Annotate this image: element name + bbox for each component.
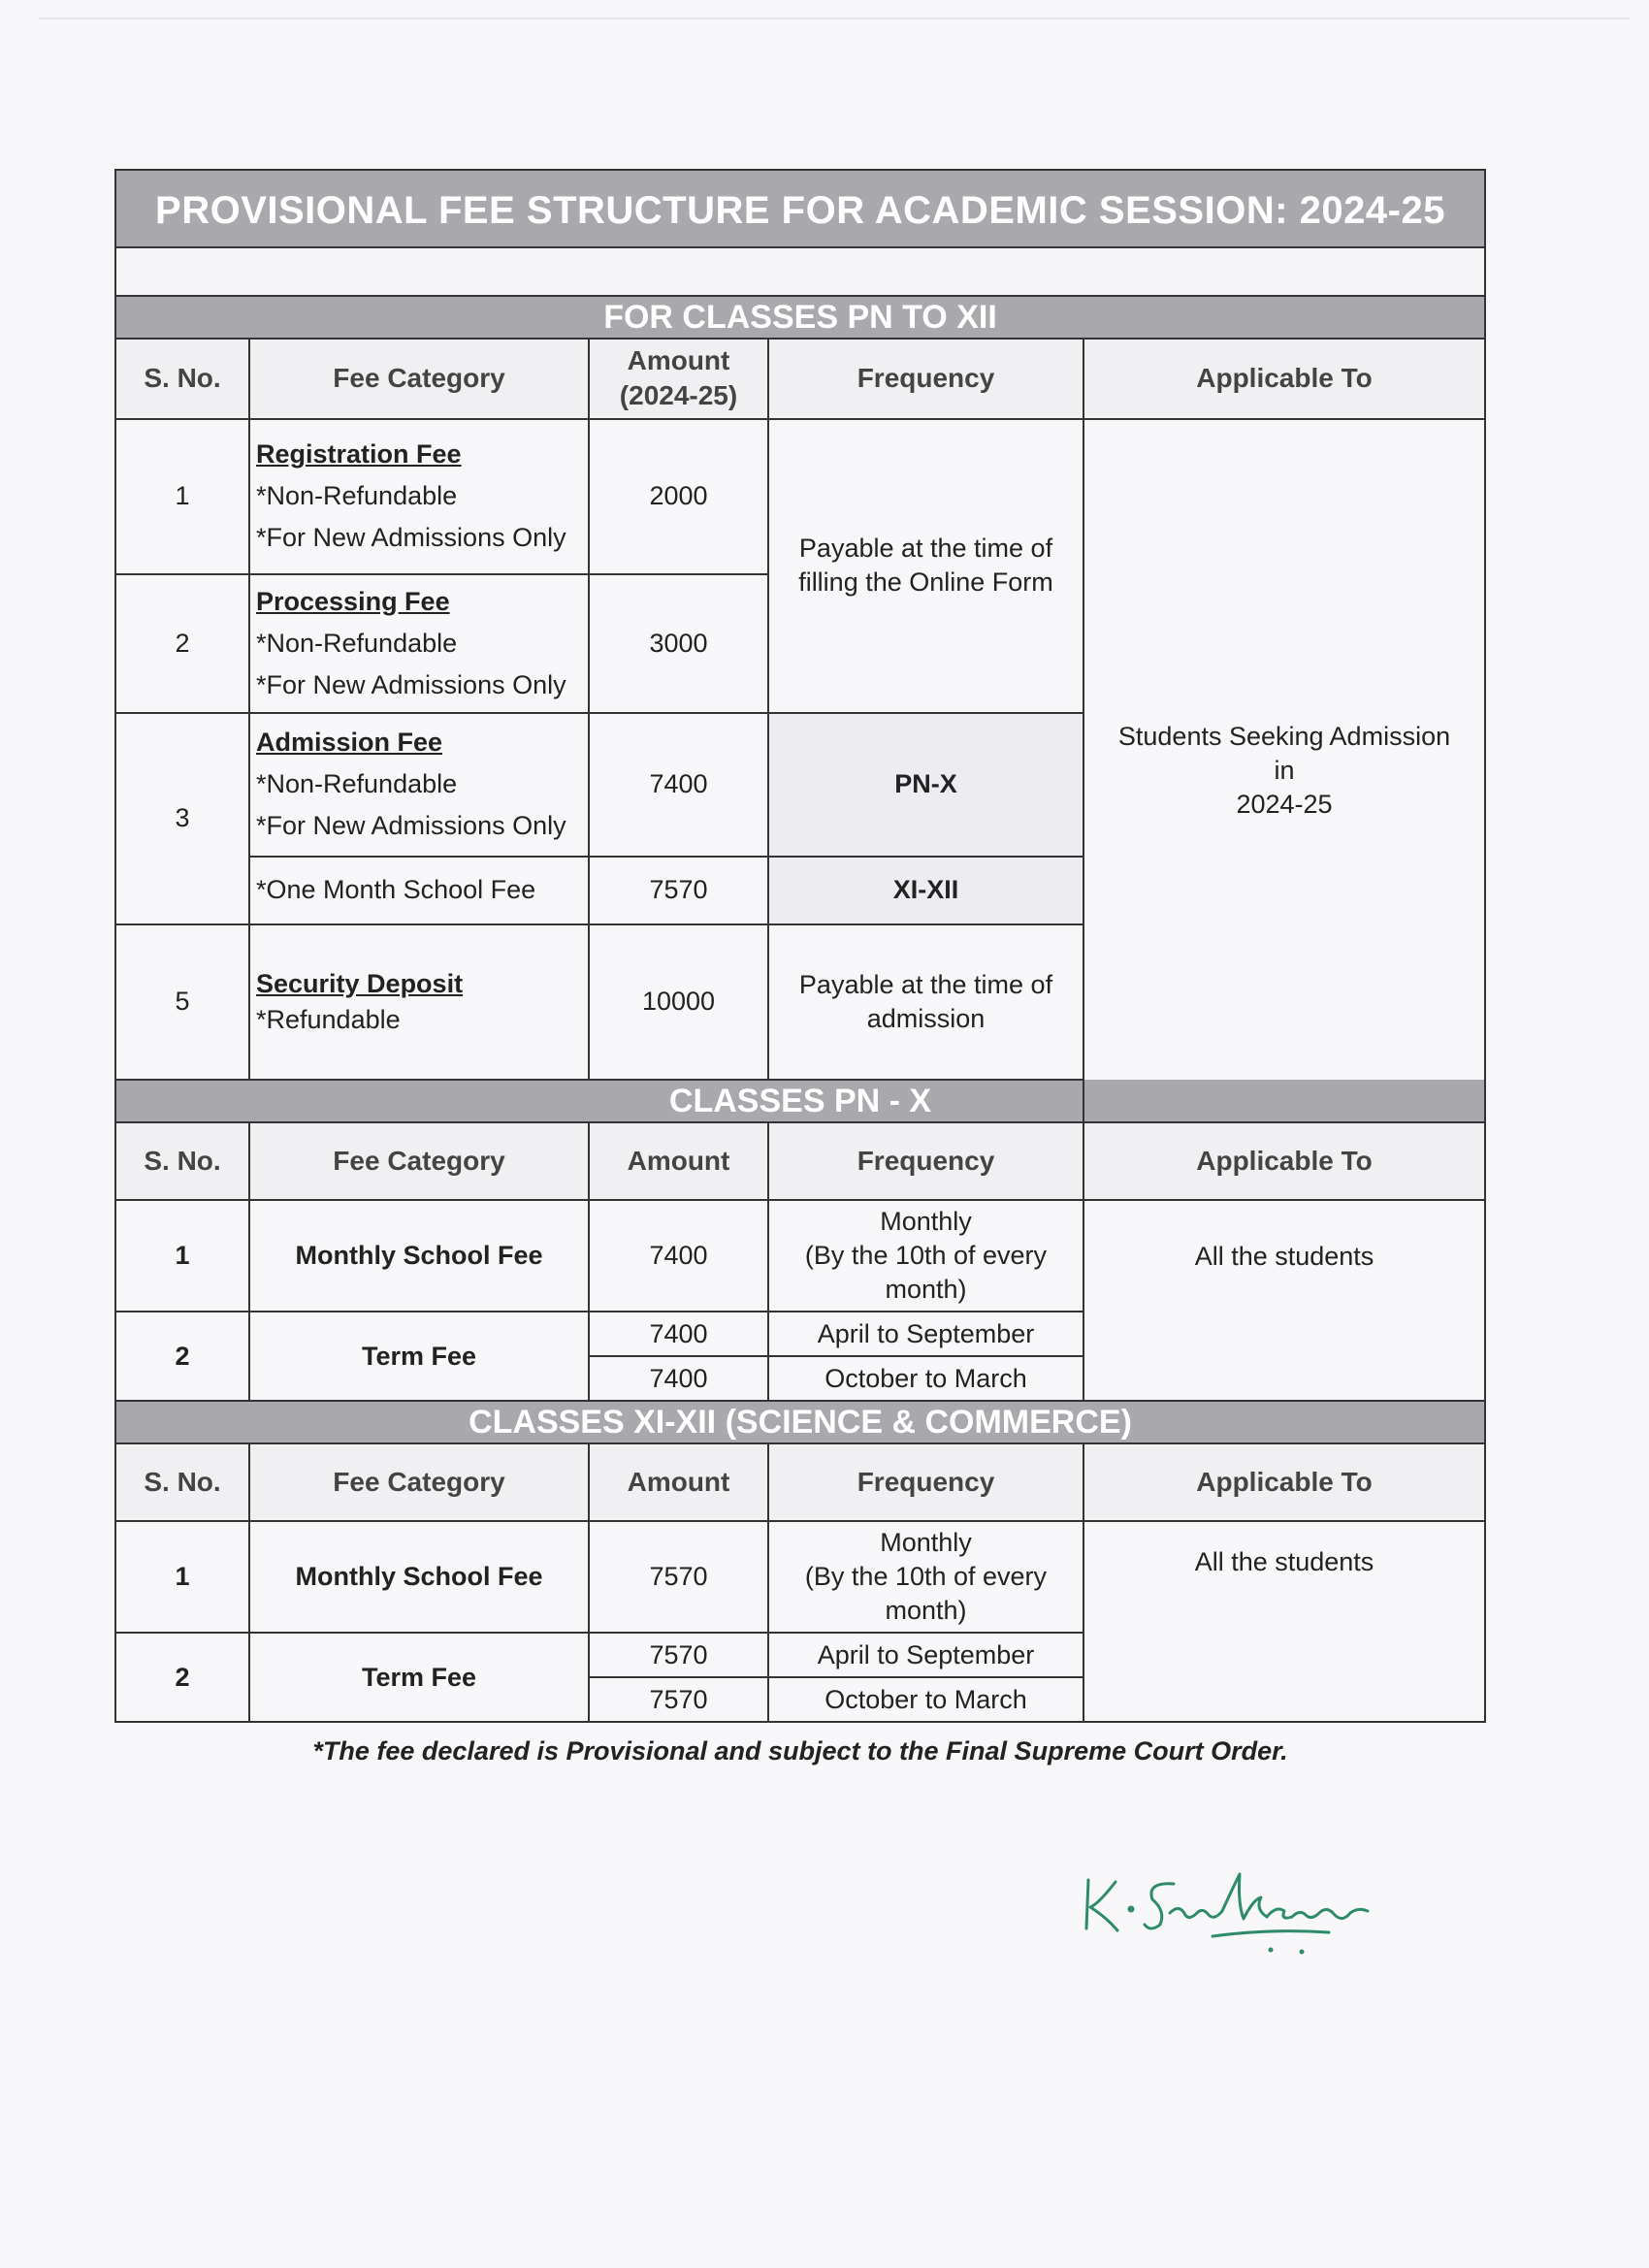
amount-cell: 7400 [589, 713, 768, 857]
row-sno: 2 [115, 1633, 249, 1722]
header-category: Fee Category [249, 1122, 589, 1200]
fee-category-cell: Term Fee [249, 1312, 589, 1401]
fee-structure-document [114, 169, 1486, 1766]
fee-note: *For New Admissions Only [256, 811, 566, 841]
row-sno: 5 [115, 924, 249, 1080]
fee-category-cell [249, 574, 589, 713]
frequency-line: (By the 10th of every month) [804, 1562, 1048, 1626]
table-row [115, 1521, 1485, 1633]
fee-note: *For New Admissions Only [256, 523, 566, 553]
fee-note: *One Month School Fee [249, 857, 589, 924]
document-title: PROVISIONAL FEE STRUCTURE FOR ACADEMIC SESSION: 2024-25 [115, 170, 1485, 247]
signature-icon [1077, 1861, 1426, 1967]
applicable-line: 2024-25 [1236, 789, 1333, 819]
fee-title: Registration Fee [256, 439, 462, 470]
amount-cell: 7400 [589, 1312, 768, 1356]
fee-category-cell [249, 713, 589, 857]
fee-title: Security Deposit [256, 968, 464, 998]
fee-category-cell [249, 924, 589, 1080]
amount-cell: 7570 [589, 1521, 768, 1633]
row-sno: 3 [115, 713, 249, 924]
header-sno: S. No. [115, 1443, 249, 1521]
fee-note: *Refundable [256, 1004, 401, 1034]
frequency-class-group: PN-X [768, 713, 1083, 857]
header-frequency: Frequency [768, 1122, 1083, 1200]
fee-title: Processing Fee [256, 586, 450, 616]
fee-category-cell: Monthly School Fee [249, 1521, 589, 1633]
applicable-line: Students Seeking Admission [1117, 721, 1451, 751]
section-heading-pn-x: CLASSES PN - X [115, 1080, 1485, 1122]
row-sno: 1 [115, 1521, 249, 1633]
table-row [115, 1200, 1485, 1312]
amount-cell: 7400 [589, 1356, 768, 1401]
table-header-row [115, 1122, 1485, 1200]
header-amount-line2: (2024-25) [619, 380, 738, 411]
amount-cell: 7570 [589, 857, 768, 924]
fee-note: *For New Admissions Only [256, 669, 566, 699]
applicable-admission-cell [1083, 419, 1485, 1122]
header-sno: S. No. [115, 339, 249, 419]
row-sno: 2 [115, 574, 249, 713]
amount-cell: 7570 [589, 1633, 768, 1677]
amount-cell: 3000 [589, 574, 768, 713]
section-heading-pn-to-xii: FOR CLASSES PN TO XII [115, 296, 1485, 339]
header-applicable: Applicable To [1083, 1443, 1485, 1521]
fee-category-cell: Term Fee [249, 1633, 589, 1722]
fee-note: *Non-Refundable [256, 769, 458, 799]
header-sno: S. No. [115, 1122, 249, 1200]
applicable-cell: All the students [1083, 1521, 1485, 1722]
applicable-line: in [1274, 755, 1295, 785]
frequency-line: Monthly [880, 1528, 972, 1558]
table-row [115, 419, 1485, 574]
header-amount [589, 339, 768, 419]
amount-cell: 7570 [589, 1677, 768, 1722]
header-amount-line1: Amount [627, 345, 730, 375]
signature [1077, 1861, 1426, 1967]
amount-cell: 7400 [589, 1200, 768, 1312]
frequency-line: (By the 10th of every month) [804, 1240, 1048, 1304]
header-frequency: Frequency [768, 1443, 1083, 1521]
frequency-line: Monthly [880, 1206, 972, 1236]
header-frequency: Frequency [768, 339, 1083, 419]
page-edge [39, 17, 1630, 19]
footnote: *The fee declared is Provisional and subject to the Final Supreme Court Order. [312, 1736, 1288, 1766]
table-header-row [115, 339, 1485, 419]
frequency-cell: October to March [768, 1356, 1083, 1401]
frequency-cell: April to September [768, 1633, 1083, 1677]
fee-note: *Non-Refundable [256, 481, 458, 511]
frequency-cell: October to March [768, 1677, 1083, 1722]
header-applicable: Applicable To [1083, 1122, 1485, 1200]
header-applicable: Applicable To [1083, 339, 1485, 419]
amount-cell: 2000 [589, 419, 768, 574]
amount-cell: 10000 [589, 924, 768, 1080]
fee-title: Admission Fee [256, 728, 443, 758]
frequency-cell: April to September [768, 1312, 1083, 1356]
header-amount: Amount [589, 1443, 768, 1521]
frequency-online-form: Payable at the time of filling the Online Form [768, 419, 1083, 713]
frequency-cell: Payable at the time of admission [768, 924, 1083, 1080]
fee-category-cell [249, 419, 589, 574]
header-category: Fee Category [249, 339, 589, 419]
header-amount: Amount [589, 1122, 768, 1200]
section-heading-xi-xii: CLASSES XI-XII (SCIENCE & COMMERCE) [115, 1401, 1485, 1443]
row-sno: 2 [115, 1312, 249, 1401]
row-sno: 1 [115, 419, 249, 574]
row-sno: 1 [115, 1200, 249, 1312]
fee-structure-table [114, 169, 1486, 1723]
applicable-cell: All the students [1083, 1200, 1485, 1401]
frequency-cell [768, 1200, 1083, 1312]
header-category: Fee Category [249, 1443, 589, 1521]
fee-note: *Non-Refundable [256, 628, 458, 658]
frequency-cell [768, 1521, 1083, 1633]
fee-category-cell: Monthly School Fee [249, 1200, 589, 1312]
frequency-class-group: XI-XII [768, 857, 1083, 924]
spacer-row [115, 247, 1485, 296]
table-header-row [115, 1443, 1485, 1521]
